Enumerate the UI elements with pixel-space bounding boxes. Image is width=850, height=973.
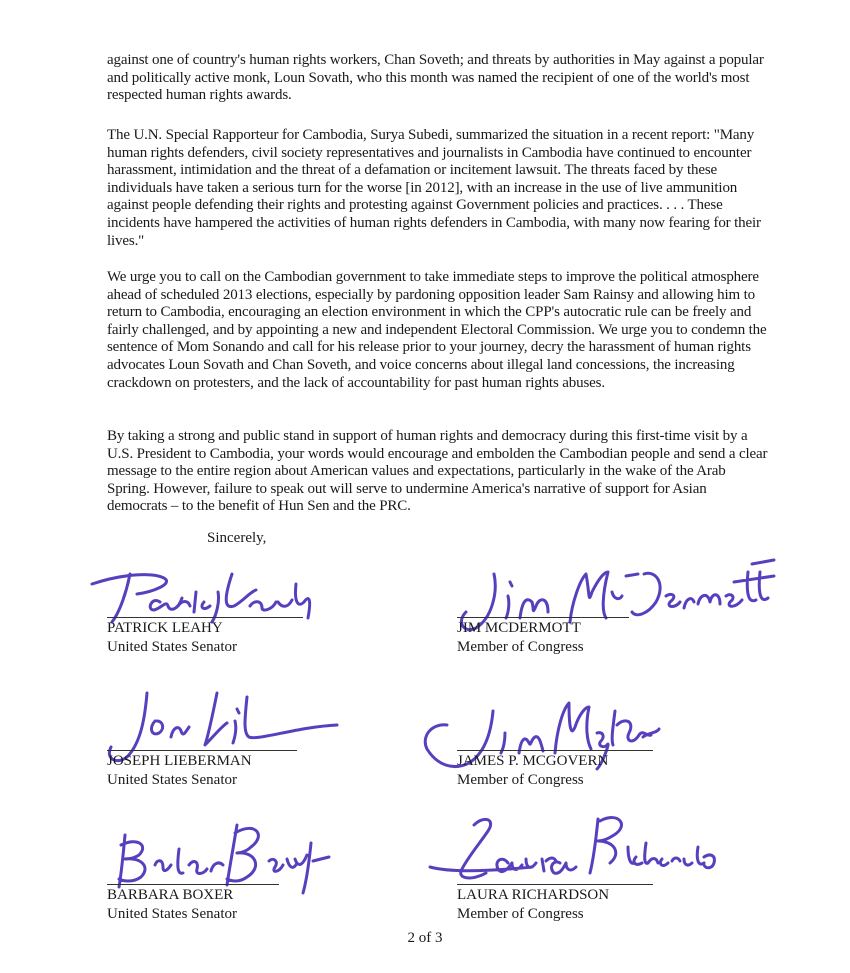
signatory-title: United States Senator: [107, 906, 237, 922]
signatory-title: United States Senator: [107, 772, 237, 788]
signatory-name: PATRICK LEAHY: [107, 620, 223, 636]
signatory-name: LAURA RICHARDSON: [457, 887, 610, 903]
signatory-name: JAMES P. MCGOVERN: [457, 753, 609, 769]
signatory-title: United States Senator: [107, 639, 237, 655]
signatory-title: Member of Congress: [457, 772, 584, 788]
body-paragraph-1: against one of country's human rights workers, Chan Soveth; and threats by authorities in May against a popular and politically active monk, Loun Sovath, who this month was named the recipient of one of the world's most respected human rights awards.: [107, 52, 764, 104]
signatory-title: Member of Congress: [457, 906, 584, 922]
signature-line: [457, 617, 629, 618]
body-paragraph-4: By taking a strong and public stand in support of human rights and democracy during this first-time visit by a U.S. President to Cambodia, your words would encourage and embolden the Cambodian people and send a clear message to the entire region about American values and expectations, particularly in the wake of the Arab Spring. However, failure to speak out will serve to undermine America's narrative of support for Asian democrats – to the benefit of Hun Sen and the PRC.: [107, 428, 768, 515]
signatory-name: BARBARA BOXER: [107, 887, 234, 903]
closing-salutation: Sincerely,: [207, 530, 267, 546]
body-paragraph-2: The U.N. Special Rapporteur for Cambodia, Surya Subedi, summarized the situation in a recent report: "Many human rights defenders, civil society representatives and journalists in Cambodia have continued to encounter harassment, intimidation and the threat of a defamation or incitement lawsuit. The threats faced by these individuals have taken a serious turn for the worse [in 2012], with an increase in the use of live ammunition against people defending their rights and protesting against Government policies and practices. . . . These incidents have hampered the activities of human rights defenders in Cambodia, with many now fearing for their lives.": [107, 127, 761, 249]
signature-line: [457, 750, 653, 751]
signature-line: [107, 617, 303, 618]
page-number: 2 of 3: [407, 930, 443, 946]
signature-line: [107, 884, 279, 885]
signatory-name: JOSEPH LIEBERMAN: [107, 753, 252, 769]
signature-line: [107, 750, 297, 751]
signature-line: [457, 884, 653, 885]
body-paragraph-3: We urge you to call on the Cambodian government to take immediate steps to improve the political atmosphere ahead of scheduled 2013 elections, especially by pardoning opposition leader Sam Rainsy and allowing him to return to Cambodia, encouraging an election environment in which the CPP's autocratic rule can be freely and fairly challenged, and by appointing a new and independent Electoral Commission. We urge you to condemn the sentence of Mom Sonando and call for his release prior to your journey, decry the harassment of human rights advocates Loun Sovath and Chan Soveth, and voice concerns about illegal land concessions, the increasing crackdown on protesters, and the lack of accountability for past human rights abuses.: [107, 269, 767, 391]
signatory-title: Member of Congress: [457, 639, 584, 655]
signatory-name: JIM MCDERMOTT: [457, 620, 581, 636]
